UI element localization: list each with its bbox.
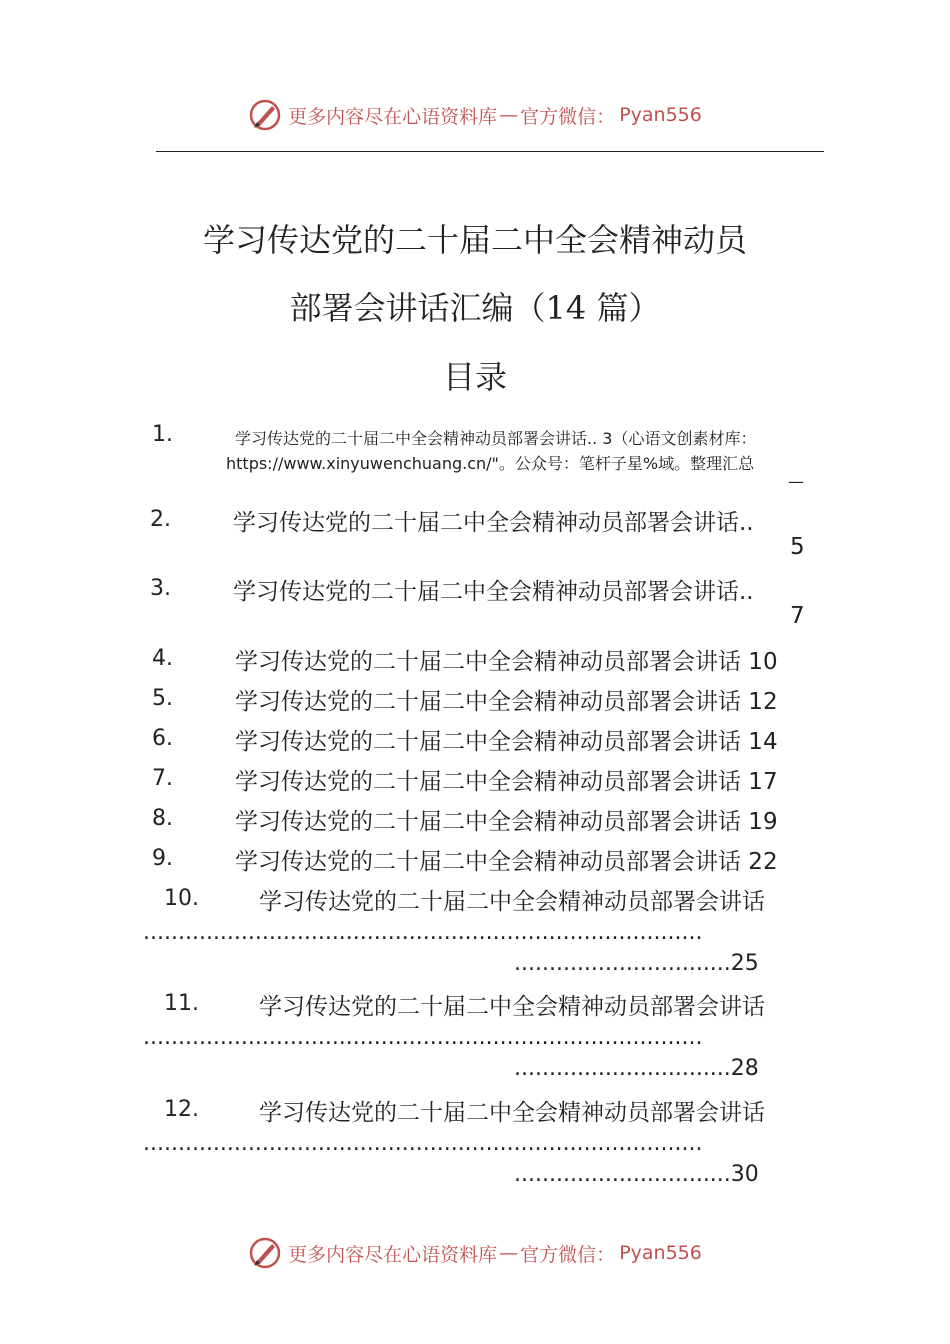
toc-number: 9. xyxy=(152,846,173,871)
toc-entry-6-title[interactable]: 学习传达党的二十届二中全会精神动员部署会讲话 14 xyxy=(235,729,778,755)
toc-entry-11-page: ...............................28 xyxy=(514,1056,759,1081)
banner-wechat-label: 官方微信： xyxy=(520,105,616,128)
toc-entry-3-title[interactable]: 学习传达党的二十届二中全会精神动员部署会讲话.. xyxy=(233,579,754,605)
toc-entry-10-page: ...............................25 xyxy=(514,951,759,976)
toc-number: 5. xyxy=(152,686,173,711)
banner-separator: — xyxy=(499,1242,519,1264)
document-title-line2: 部署会讲话汇编（14 篇） xyxy=(289,289,661,327)
toc-number: 7. xyxy=(152,766,173,791)
toc-entry-1-line1[interactable]: 学习传达党的二十届二中全会精神动员部署会讲话.. 3（心语文创素材库： xyxy=(235,429,757,448)
toc-number: 2. xyxy=(150,507,171,532)
toc-number: 6. xyxy=(152,726,173,751)
footer-banner xyxy=(0,1233,950,1273)
banner-text: 更多内容尽在心语资料库 xyxy=(288,105,498,128)
banner-wechat-id: Pyan556 xyxy=(619,1242,702,1264)
banner-wechat-label: 官方微信： xyxy=(520,1243,616,1266)
toc-entry-7-title[interactable]: 学习传达党的二十届二中全会精神动员部署会讲话 17 xyxy=(235,769,778,795)
toc-number: 11. xyxy=(164,991,199,1016)
toc-number: 1. xyxy=(152,422,173,447)
toc-entry-4-title[interactable]: 学习传达党的二十届二中全会精神动员部署会讲话 10 xyxy=(235,649,778,675)
toc-number: 4. xyxy=(152,646,173,671)
toc-entry-1-line3: — xyxy=(788,472,804,491)
toc-number: 10. xyxy=(164,886,199,911)
toc-entry-3-page: 7 xyxy=(790,603,805,629)
document-title-line1: 学习传达党的二十届二中全会精神动员 xyxy=(202,221,747,259)
toc-entry-2-page: 5 xyxy=(790,534,805,560)
toc-entry-12-page: ...............................30 xyxy=(514,1162,759,1187)
pen-logo-icon xyxy=(248,98,282,132)
toc-entry-2-title[interactable]: 学习传达党的二十届二中全会精神动员部署会讲话.. xyxy=(233,510,754,536)
toc-entry-9-title[interactable]: 学习传达党的二十届二中全会精神动员部署会讲话 22 xyxy=(235,849,778,875)
toc-number: 3. xyxy=(150,576,171,601)
toc-number: 12. xyxy=(164,1097,199,1122)
toc-entry-11-title[interactable]: 学习传达党的二十届二中全会精神动员部署会讲话 xyxy=(259,994,765,1020)
toc-entry-5-title[interactable]: 学习传达党的二十届二中全会精神动员部署会讲话 12 xyxy=(235,689,778,715)
header-banner xyxy=(0,95,950,135)
toc-entry-12-title[interactable]: 学习传达党的二十届二中全会精神动员部署会讲话 xyxy=(259,1100,765,1126)
banner-wechat-id: Pyan556 xyxy=(619,104,702,126)
toc-leader-dots: ................................................................................ xyxy=(143,1131,703,1156)
toc-entry-1-line2[interactable]: https://www.xinyuwenchuang.cn/"。公众号：笔杆子星%域。整理汇总 xyxy=(226,454,755,473)
toc-heading: 目录 xyxy=(442,358,507,396)
banner-text: 更多内容尽在心语资料库 xyxy=(288,1243,498,1266)
banner-separator: — xyxy=(499,104,519,126)
toc-entry-8-title[interactable]: 学习传达党的二十届二中全会精神动员部署会讲话 19 xyxy=(235,809,778,835)
toc-number: 8. xyxy=(152,806,173,831)
header-divider xyxy=(156,151,824,152)
toc-entry-10-title[interactable]: 学习传达党的二十届二中全会精神动员部署会讲话 xyxy=(259,889,765,915)
toc-leader-dots: ................................................................................ xyxy=(143,1025,703,1050)
toc-leader-dots: ................................................................................ xyxy=(143,920,703,945)
pen-logo-icon xyxy=(248,1236,282,1270)
